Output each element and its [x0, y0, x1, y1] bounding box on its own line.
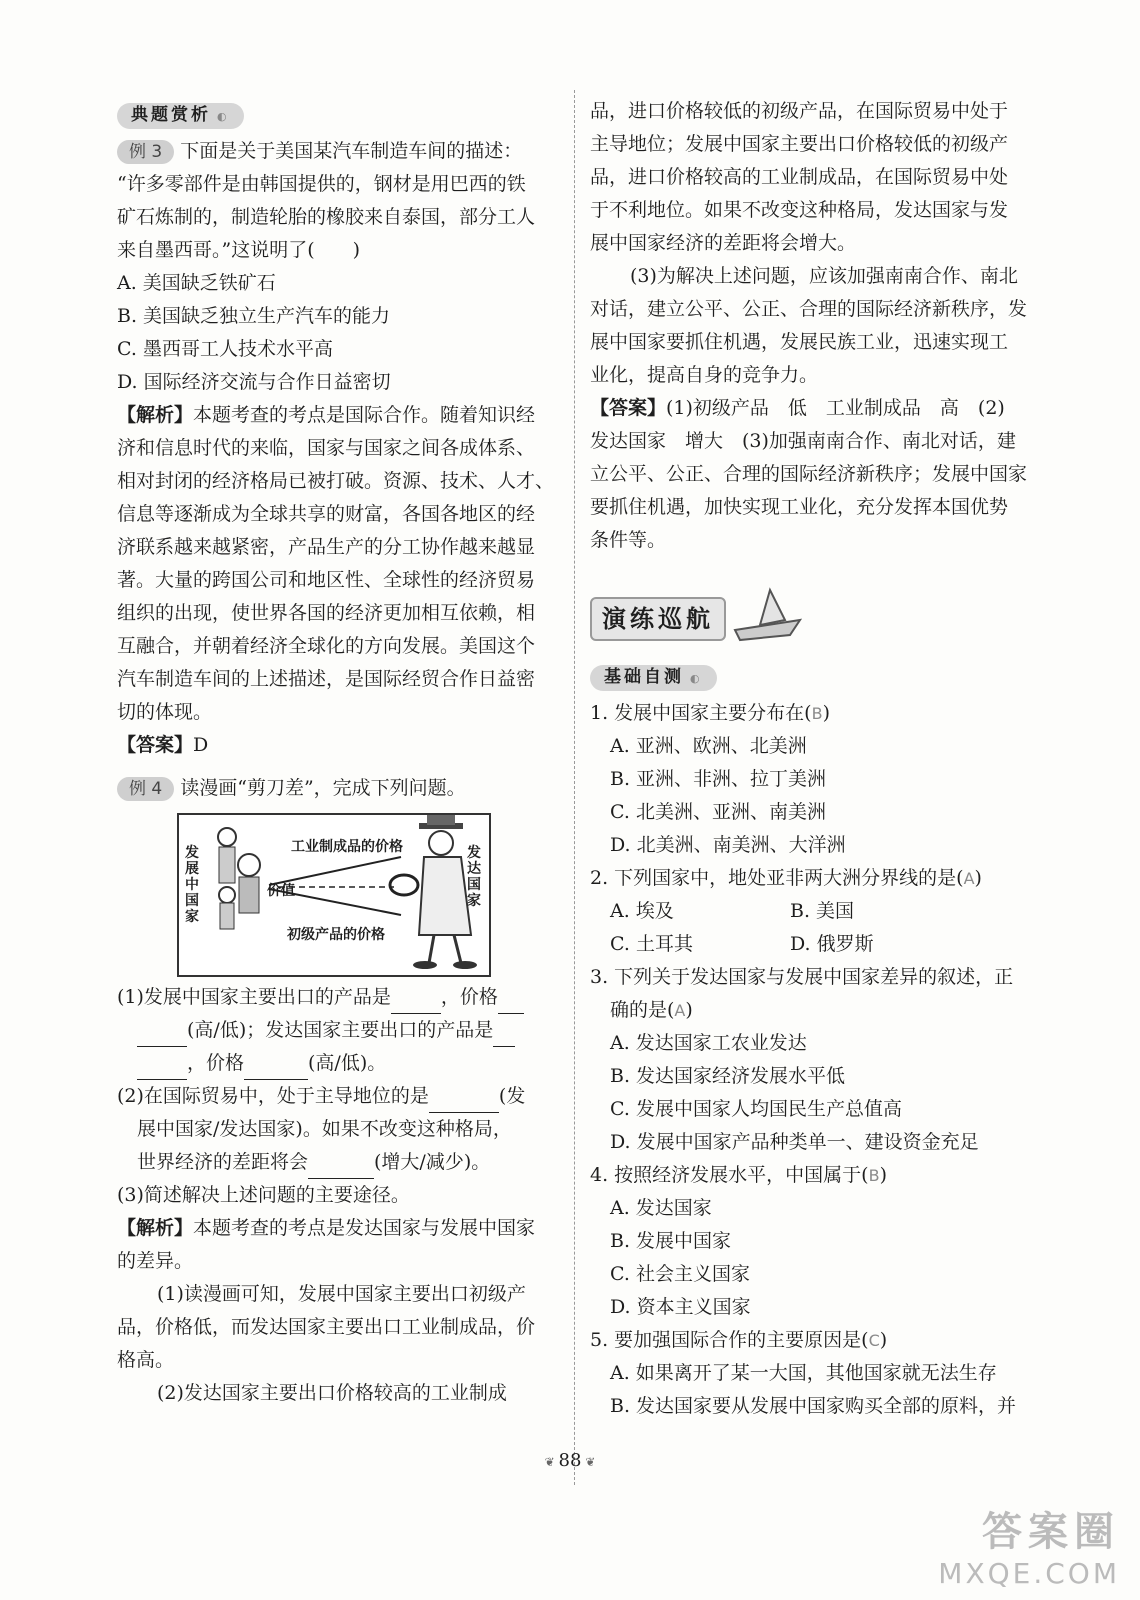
option-b: B. 发达国家经济发展水平低	[610, 1065, 846, 1087]
analysis-cont: 主导地位；发展中国家主要出口价格较低的初级产	[590, 133, 1009, 155]
blank	[429, 1090, 499, 1113]
blank	[308, 1156, 374, 1179]
quiz-question-3-cont: 确的是(A)	[610, 999, 693, 1021]
question-2-cont: 世界经济的差距将会 (增大/减少)。	[117, 1146, 562, 1179]
option-d: D. 发展中国家产品种类单一、建设资金充足	[610, 1131, 979, 1153]
example-3-line-2: “许多零部件是由韩国提供的，钢材是用巴西的铁	[117, 173, 526, 195]
analysis-line: 济和信息时代的来临，国家与国家之间各成体系、	[117, 437, 536, 459]
option-b: B. 美国	[790, 900, 855, 922]
analysis-line: 【解析】本题考查的考点是发达国家与发展中国家	[117, 1217, 536, 1239]
option-b: B. 美国缺乏独立生产汽车的能力	[117, 305, 391, 327]
analysis-line: 互融合，并朝着经济全球化的方向发展。美国这个	[117, 635, 536, 657]
option-a: A. 亚洲、欧洲、北美洲	[610, 735, 807, 757]
analysis-line: 品，价格低，而发达国家主要出口工业制成品，价	[117, 1316, 536, 1338]
page-number: ❦ 88 ❦	[544, 1450, 596, 1471]
answer-mark: C	[868, 1331, 880, 1350]
analysis-line: (1)读漫画可知，发展中国家主要出口初级产	[157, 1283, 526, 1305]
cartoon-top-label: 工业制成品的价格	[291, 839, 403, 855]
answer-line: 立公平、公正、合理的国际经济新秩序；发展中国家	[590, 463, 1028, 485]
answer-line: 条件等。	[590, 529, 667, 551]
option-d: D. 国际经济交流与合作日益密切	[117, 371, 391, 393]
option-d: D. 俄罗斯	[790, 933, 874, 955]
analysis-line: 汽车制造车间的上述描述，是国际经贸合作日益密	[117, 668, 536, 690]
ornament-icon: ❦	[581, 1455, 596, 1469]
ornament-icon: ❦	[544, 1455, 559, 1469]
options-row	[590, 895, 1022, 928]
option-d: D. 北美洲、南美洲、大洋洲	[610, 834, 846, 856]
analysis-line: 切的体现。	[117, 701, 213, 723]
answer-mark: B	[811, 704, 823, 723]
option-b: B. 发展中国家	[610, 1230, 732, 1252]
quiz-question-1: 1. 发展中国家主要分布在(B)	[590, 702, 830, 724]
option-a: A. 发达国家工农业发达	[610, 1032, 807, 1054]
option-c: C. 社会主义国家	[610, 1263, 750, 1285]
example-3-line-3: 矿石炼制的，制造轮胎的橡胶来自泰国，部分工人	[117, 206, 536, 228]
quiz-question-2: 2. 下列国家中，地处亚非两大洲分界线的是(A)	[590, 867, 982, 889]
answer-line: 发达国家 增大 (3)加强南南合作、南北对话，建	[590, 430, 1016, 452]
blank	[493, 1024, 515, 1047]
blank	[391, 991, 441, 1014]
answer-line: 【答案】D	[117, 734, 209, 756]
sub-section-tag: 基础自测 ◐	[590, 665, 717, 691]
analysis-cont: 展中国家经济的差距将会增大。	[590, 232, 857, 254]
option-c: C. 墨西哥工人技术水平高	[117, 338, 333, 360]
option-a: A. 美国缺乏铁矿石	[117, 272, 276, 294]
column-divider	[574, 90, 575, 1485]
example-3-line-1: 例 3 下面是关于美国某汽车制造车间的描述：	[117, 135, 562, 168]
answer-line: 要抓住机遇，加快实现工业化，充分发挥本国优势	[590, 496, 1009, 518]
question-1-cont: (高/低)；发达国家主要出口的产品是	[117, 1014, 562, 1047]
answer-line: 【答案】(1)初级产品 低 工业制成品 高 (2)	[590, 397, 1005, 419]
analysis-p3: 对话，建立公平、公正、合理的国际经济新秩序，发	[590, 298, 1028, 320]
option-b: B. 发达国家要从发展中国家购买全部的原料，并	[610, 1395, 1017, 1417]
analysis-cont: 品，进口价格较高的工业制成品，在国际贸易中处	[590, 166, 1009, 188]
scissors-cartoon	[177, 813, 491, 977]
analysis-line: 【解析】本题考查的考点是国际合作。随着知识经	[117, 404, 536, 426]
blank	[137, 1057, 187, 1080]
analysis-line: 著。大量的跨国公司和地区性、全球性的经济贸易	[117, 569, 536, 591]
option-b: B. 亚洲、非洲、拉丁美洲	[610, 768, 827, 790]
blank	[137, 1024, 187, 1047]
cartoon-right-label: 发达国家	[467, 845, 481, 909]
practice-banner: 演练巡航	[590, 597, 1022, 647]
analysis-line: 相对封闭的经济格局已被打破。资源、技术、人才、	[117, 470, 555, 492]
option-c: C. 发展中国家人均国民生产总值高	[610, 1098, 902, 1120]
question-2: (2)在国际贸易中，处于主导地位的是 (发	[117, 1080, 562, 1113]
watermark: 答案圈 MXQE.COM	[938, 1509, 1120, 1590]
options-row	[590, 928, 1022, 961]
section-tag: 典题赏析 ◐	[117, 103, 244, 129]
example-4-intro: 例 4 读漫画“剪刀差”，完成下列问题。	[117, 772, 562, 805]
example-3-line-4: 来自墨西哥。”这说明了( )	[117, 239, 361, 261]
option-a: A. 如果离开了某一大国，其他国家就无法生存	[610, 1362, 997, 1384]
option-c: C. 北美洲、亚洲、南美洲	[610, 801, 826, 823]
analysis-p3: 业化，提高自身的竞争力。	[590, 364, 819, 386]
quiz-question-3: 3. 下列关于发达国家与发展中国家差异的叙述，正	[590, 966, 1014, 988]
example-badge: 例 3	[117, 140, 174, 164]
cartoon-left-label: 发展中国家	[185, 845, 199, 925]
analysis-line: 信息等逐渐成为全球共享的财富，各国各地区的经	[117, 503, 536, 525]
answer-mark: B	[868, 1166, 880, 1185]
analysis-line: 组织的出现，使世界各国的经济更加相互依赖，相	[117, 602, 536, 624]
cartoon-bottom-label: 初级产品的价格	[287, 927, 385, 943]
analysis-line: 的差异。	[117, 1250, 194, 1272]
left-column	[117, 95, 562, 1410]
analysis-cont: 品，进口价格较低的初级产品，在国际贸易中处于	[590, 100, 1009, 122]
analysis-line: 格高。	[117, 1349, 175, 1371]
question-1-cont: ，价格 (高/低)。	[117, 1047, 562, 1080]
blank	[498, 991, 524, 1014]
blank	[244, 1057, 308, 1080]
option-d: D. 资本主义国家	[610, 1296, 751, 1318]
question-1: (1)发展中国家主要出口的产品是 ，价格	[117, 981, 562, 1014]
analysis-line: (2)发达国家主要出口价格较高的工业制成	[157, 1382, 507, 1404]
option-a: A. 埃及	[610, 900, 674, 922]
option-a: A. 发达国家	[610, 1197, 712, 1219]
analysis-p3: (3)为解决上述问题，应该加强南南合作、南北	[630, 265, 1018, 287]
answer-mark: A	[963, 869, 975, 888]
quiz-question-5: 5. 要加强国际合作的主要原因是(C)	[590, 1329, 888, 1351]
question-2-cont: 展中国家/发达国家)。如果不改变这种格局，	[137, 1118, 512, 1140]
right-column	[590, 95, 1028, 1423]
question-3: (3)简述解决上述问题的主要途径。	[117, 1184, 410, 1206]
analysis-cont: 于不利地位。如果不改变这种格局，发达国家与发	[590, 199, 1009, 221]
option-c: C. 土耳其	[610, 933, 693, 955]
analysis-p3: 展中国家要抓住机遇，发展民族工业，迅速实现工	[590, 331, 1009, 353]
cartoon-mid-label: 价值	[267, 883, 295, 899]
ship-icon	[730, 585, 810, 645]
analysis-line: 济联系越来越紧密，产品生产的分工协作越来越显	[117, 536, 536, 558]
quiz-question-4: 4. 按照经济发展水平，中国属于(B)	[590, 1164, 887, 1186]
answer-mark: A	[674, 1001, 686, 1020]
example-badge: 例 4	[117, 777, 174, 801]
